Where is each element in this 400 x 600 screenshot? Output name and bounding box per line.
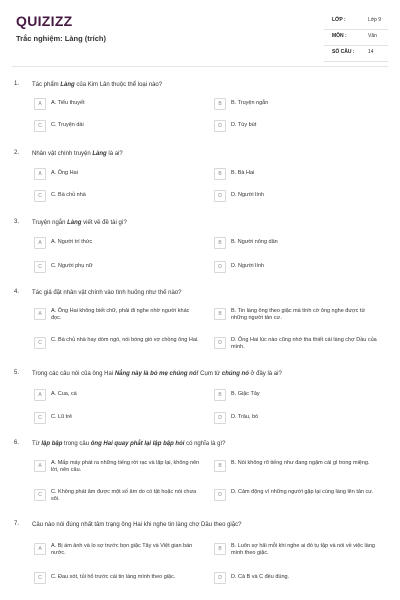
option-letter-box: C	[34, 489, 46, 501]
option-text: A. Người trí thức	[51, 239, 93, 245]
meta-label: SỐ CÂU :	[332, 49, 355, 55]
question-number: 3.	[14, 219, 20, 225]
option-letter-box: A	[34, 98, 46, 110]
option-text: D. Ông Hai lúc nào cũng nhớ tha thiết cái làng chợ Dầu của mình.	[231, 337, 377, 350]
option-letter-box: D	[214, 489, 226, 501]
option-letter-box: D	[214, 572, 226, 584]
option-text: D. Cả B và C đều đúng.	[231, 574, 290, 580]
option-text: A. Mấp máy phát ra những tiếng rời rạc và lặp lại, không nên lời, nên câu.	[51, 460, 200, 473]
option-text: C. Đau xót, tủi hổ trước cái tin làng mình theo giặc.	[51, 574, 176, 580]
meta-label: MÔN :	[332, 33, 347, 39]
option-letter-box: A	[34, 543, 46, 555]
option-text: B. Truyện ngắn	[231, 100, 269, 106]
option-text: C. Bà chủ nhà hay dòm ngó, nói bóng gió vợ chồng ông Hai.	[51, 337, 199, 343]
option-letter-box: D	[214, 412, 226, 424]
option-letter-box: D	[214, 337, 226, 349]
worksheet-header	[0, 0, 400, 66]
option-letter-box: C	[34, 337, 46, 349]
question-text: Từ lập bập trong câu ông Hai quay phắt lại lập bập hỏi có nghĩa là gì?	[32, 441, 226, 447]
option-text: C. Không phát âm được một số âm do có tật hoặc nói chưa sõi.	[51, 489, 197, 502]
meta-row-subject	[324, 30, 388, 46]
option-text: A. Bị ám ảnh và lo sợ trước bọn giặc Tây và Việt gian bán nước.	[51, 543, 193, 556]
option-letter-box: D	[214, 190, 226, 202]
page-title: Trắc nghiệm: Làng (trích)	[16, 34, 107, 43]
option-letter-box: A	[34, 460, 46, 472]
option-letter-box: B	[214, 98, 226, 110]
question-text: Nhân vật chính truyện Làng là ai?	[32, 151, 123, 157]
option-text: D. Cảm động vì những người gặp lại cùng làng lên tản cư.	[231, 489, 374, 495]
question-number: 4.	[14, 289, 20, 295]
meta-info-box	[324, 14, 388, 62]
question-text: Trong các câu nói của ông Hai Nắng này là bỏ mẹ chúng nó! Cụm từ chúng nó ở đây là ai?	[32, 371, 282, 377]
question-text: Tác giả đặt nhân vật chính vào tình huống như thế nào?	[32, 290, 182, 296]
option-text: A. Cua, cá	[51, 391, 77, 397]
option-letter-box: C	[34, 261, 46, 273]
option-letter-box: B	[214, 168, 226, 180]
option-text: A. Ông Hai không biết chữ, phải đi nghe nhờ người khác đọc.	[51, 308, 190, 321]
question-text: Truyện ngắn Làng viết về đề tài gì?	[32, 220, 127, 226]
question-number: 5.	[14, 370, 20, 376]
option-text: C. Người phụ nữ	[51, 263, 93, 269]
option-letter-box: B	[214, 543, 226, 555]
option-text: D. Người lính	[231, 192, 264, 198]
option-letter-box: D	[214, 261, 226, 273]
option-text: A. Ông Hai	[51, 170, 78, 176]
question-text: Tác phẩm Làng của Kim Lân thuộc thể loại nào?	[32, 82, 163, 88]
option-text: B. Luôn sợ hãi mỗi khi nghe ai đó tụ tập và nói về việc làng mình theo giặc.	[231, 543, 375, 556]
option-letter-box: A	[34, 308, 46, 320]
option-text: A. Tiểu thuyết	[51, 100, 85, 106]
question-number: 6.	[14, 440, 20, 446]
option-text: D. Tùy bút	[231, 122, 257, 128]
option-letter-box: C	[34, 412, 46, 424]
option-letter-box: C	[34, 572, 46, 584]
option-letter-box: C	[34, 190, 46, 202]
option-text: B. Bà Hai	[231, 170, 255, 176]
option-text: C. Truyện dài	[51, 122, 84, 128]
option-text: B. Người nông dân	[231, 239, 278, 245]
meta-row-class	[324, 14, 388, 30]
option-text: D. Trâu, bò	[231, 414, 259, 420]
option-text: B. Giặc Tây	[231, 391, 260, 397]
quizizz-logo: QUIZIZZ	[16, 13, 73, 29]
option-letter-box: B	[214, 460, 226, 472]
option-letter-box: C	[34, 120, 46, 132]
option-text: B. Tin làng ông theo giặc mà tình cờ ông nghe được từ những người tản cư.	[231, 308, 366, 321]
option-letter-box: A	[34, 389, 46, 401]
option-text: C. Lũ trẻ	[51, 414, 73, 420]
option-letter-box: B	[214, 237, 226, 249]
option-letter-box: A	[34, 168, 46, 180]
question-number: 1.	[14, 81, 20, 87]
option-text: B. Nói không rõ tiếng như đang ngậm cái gì trong miệng.	[231, 460, 370, 466]
option-letter-box: D	[214, 120, 226, 132]
meta-value: Văn	[368, 33, 377, 39]
option-letter-box: B	[214, 308, 226, 320]
meta-value: 14	[368, 49, 374, 55]
option-text: D. Người lính	[231, 263, 264, 269]
question-number: 7.	[14, 521, 20, 527]
meta-row-count	[324, 46, 388, 62]
header-divider	[12, 66, 388, 67]
meta-value: Lớp 9	[368, 17, 382, 23]
option-letter-box: B	[214, 389, 226, 401]
question-text: Câu nào nói đúng nhất tâm trạng ông Hai khi nghe tin làng chợ Dầu theo giặc?	[32, 522, 242, 528]
question-number: 2.	[14, 150, 20, 156]
option-letter-box: A	[34, 237, 46, 249]
option-text: C. Bà chủ nhà	[51, 192, 86, 198]
meta-label: LỚP :	[332, 17, 346, 23]
